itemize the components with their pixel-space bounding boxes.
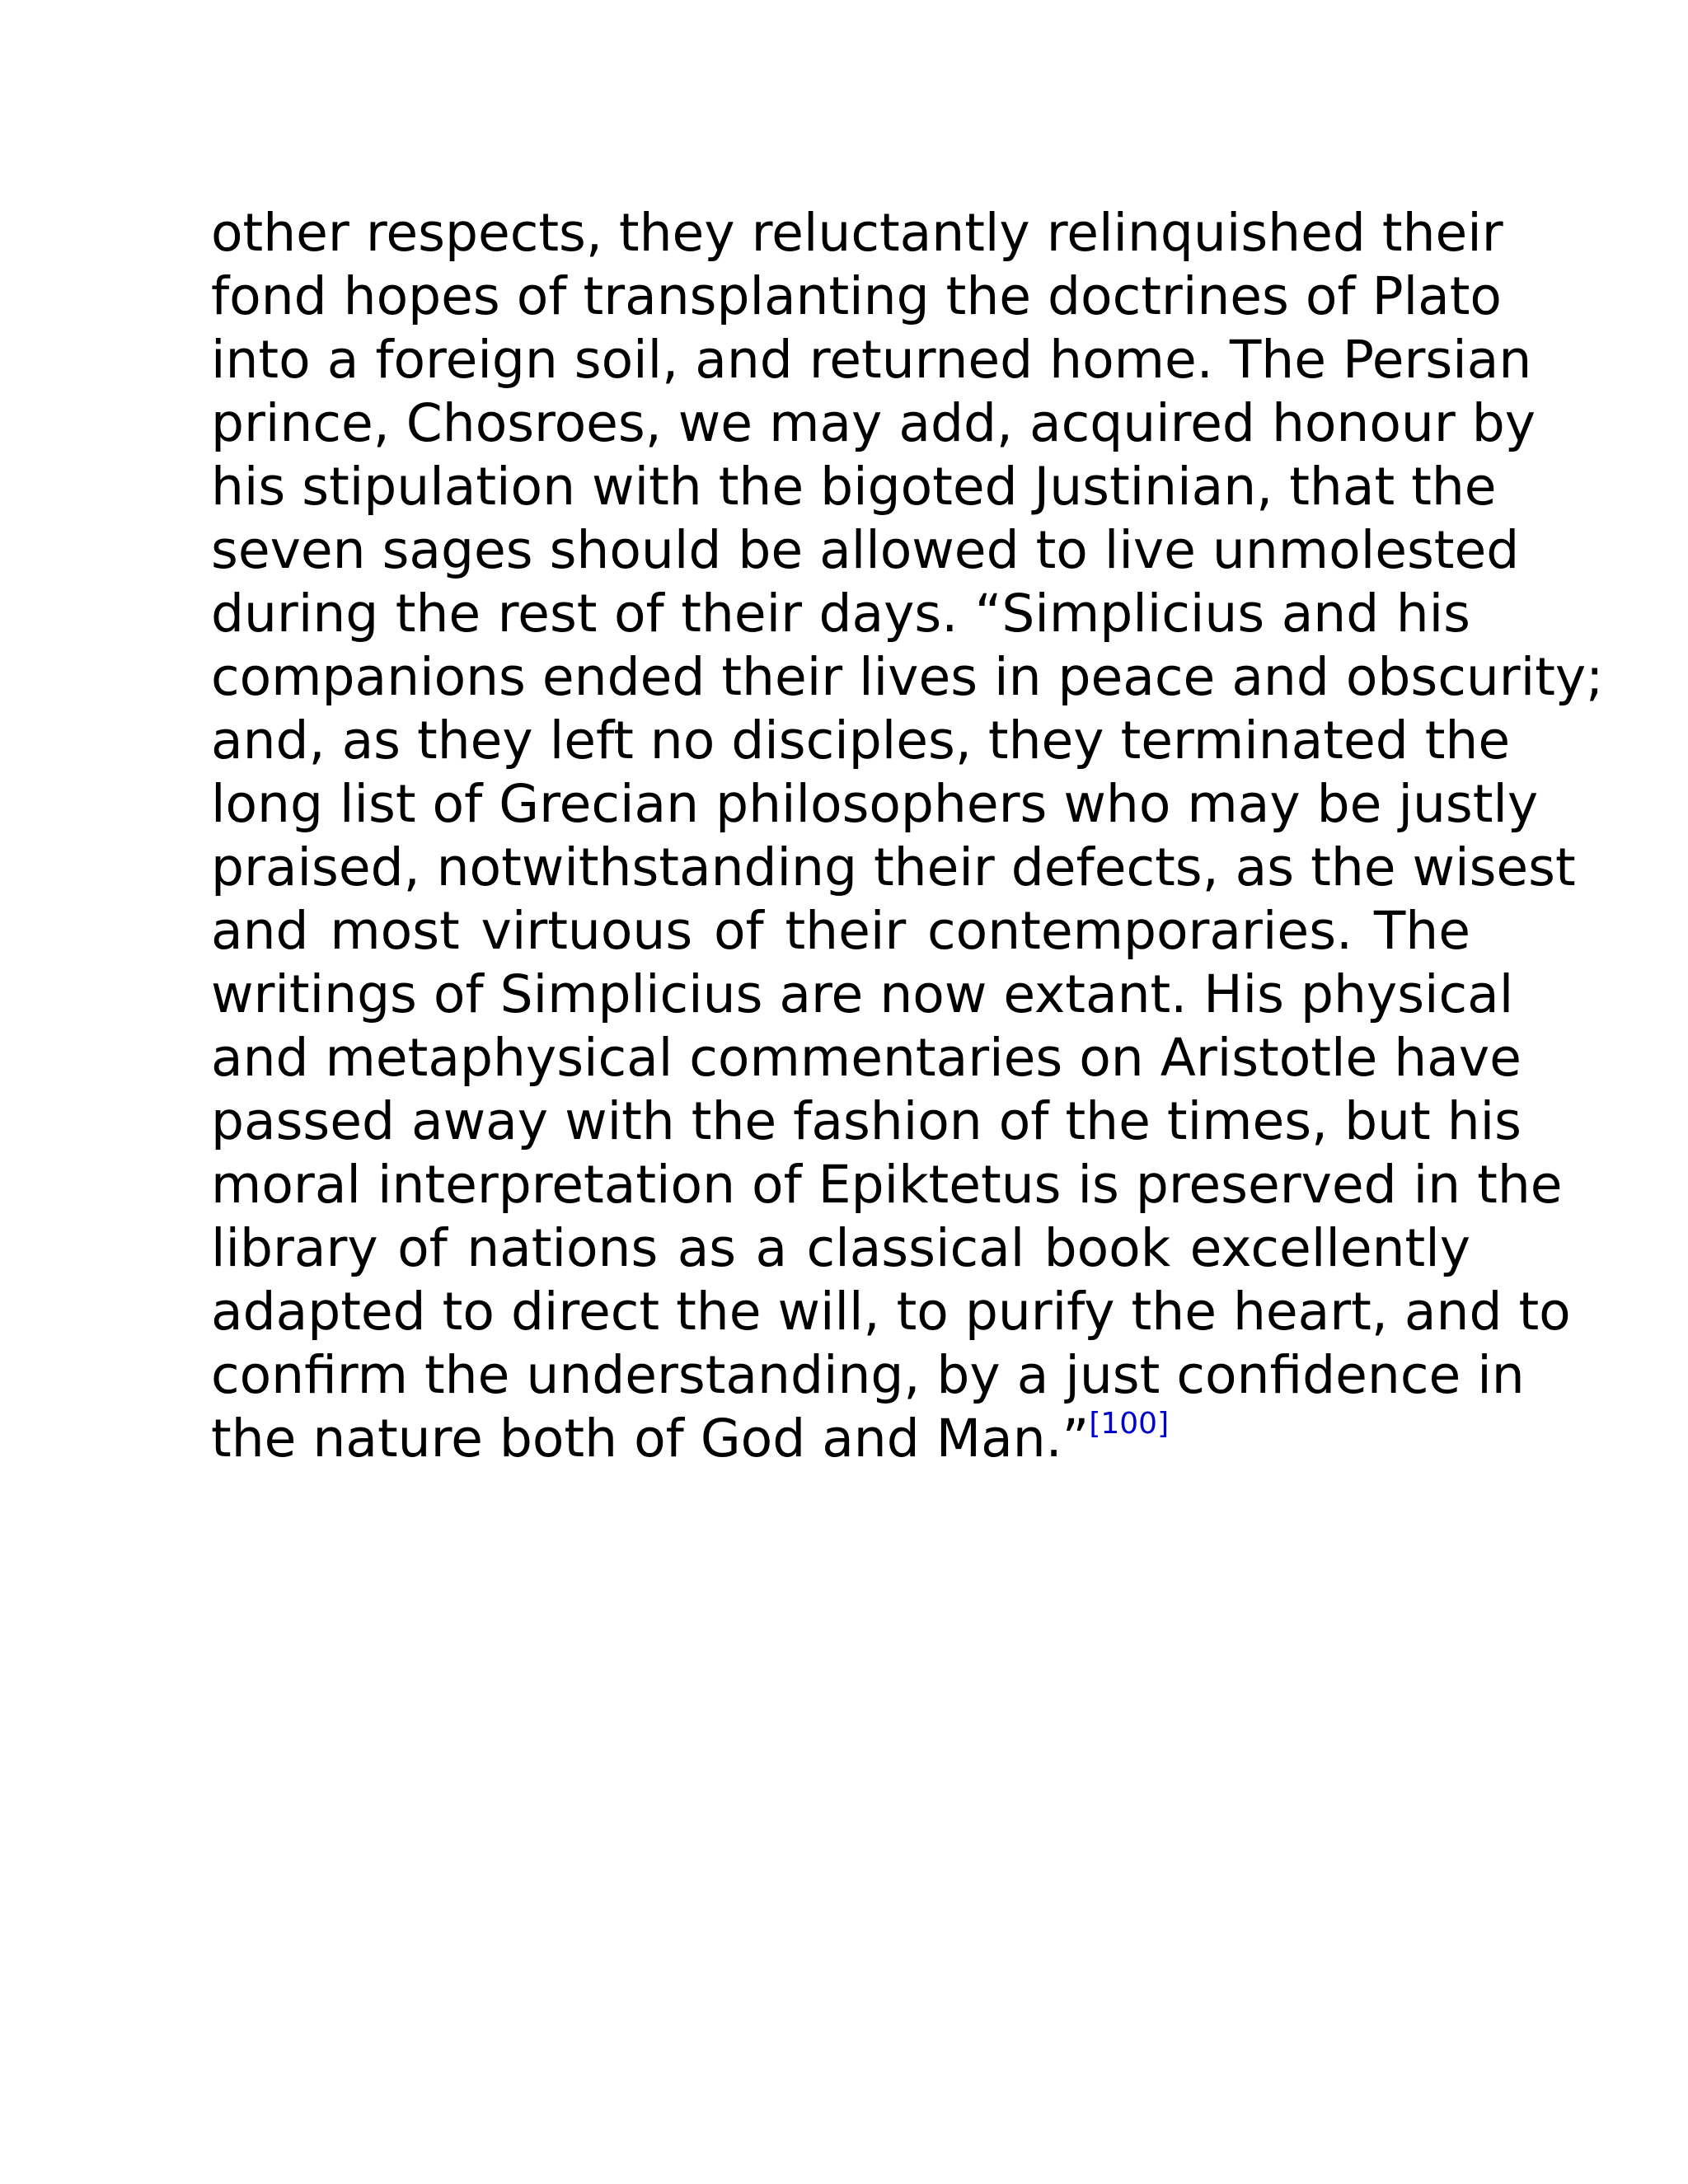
text-line: library of nations as a classical book excellently — [211, 1218, 1470, 1278]
text-line: and, as they left no disciples, they terminated the — [211, 710, 1511, 771]
text-line: into a foreign soil, and returned home. The Persian — [211, 330, 1532, 390]
text-line: confirm the understanding, by a just confidence in — [211, 1345, 1525, 1405]
text-line: during the rest of their days. “Simplicius and his — [211, 583, 1470, 644]
last-text-line — [211, 1407, 1470, 1470]
text-line: praised, notwithstanding their defects, as the wisest — [211, 837, 1576, 898]
body-paragraph — [211, 201, 1604, 1470]
text-line: long list of Grecian philosophers who may be justly — [211, 774, 1539, 834]
text-line: moral interpretation of Epiktetus is preserved in the — [211, 1155, 1563, 1215]
text-line: prince, Chosroes, we may add, acquired honour by — [211, 393, 1536, 453]
text-line: seven sages should be allowed to live unmolested — [211, 520, 1520, 580]
text-line: fond hopes of transplanting the doctrines of Plato — [211, 266, 1502, 326]
text-line: adapted to direct the will, to purify the heart, and to — [211, 1282, 1571, 1342]
text-line: and most virtuous of their contemporaries. The — [211, 901, 1470, 961]
text-line: his stipulation with the bigoted Justinian, that the — [211, 457, 1497, 517]
text-line: companions ended their lives in peace and obscurity; — [211, 647, 1604, 707]
last-line-text: the nature both of God and Man.” — [211, 1408, 1090, 1469]
text-line: writings of Simplicius are now extant. His physical — [211, 964, 1514, 1024]
text-line: other respects, they reluctantly relinquished their — [211, 203, 1503, 263]
text-line: passed away with the fashion of the times, but his — [211, 1091, 1522, 1151]
footnote-link[interactable]: [100] — [1089, 1407, 1170, 1441]
text-line: and metaphysical commentaries on Aristotle have — [211, 1028, 1522, 1088]
